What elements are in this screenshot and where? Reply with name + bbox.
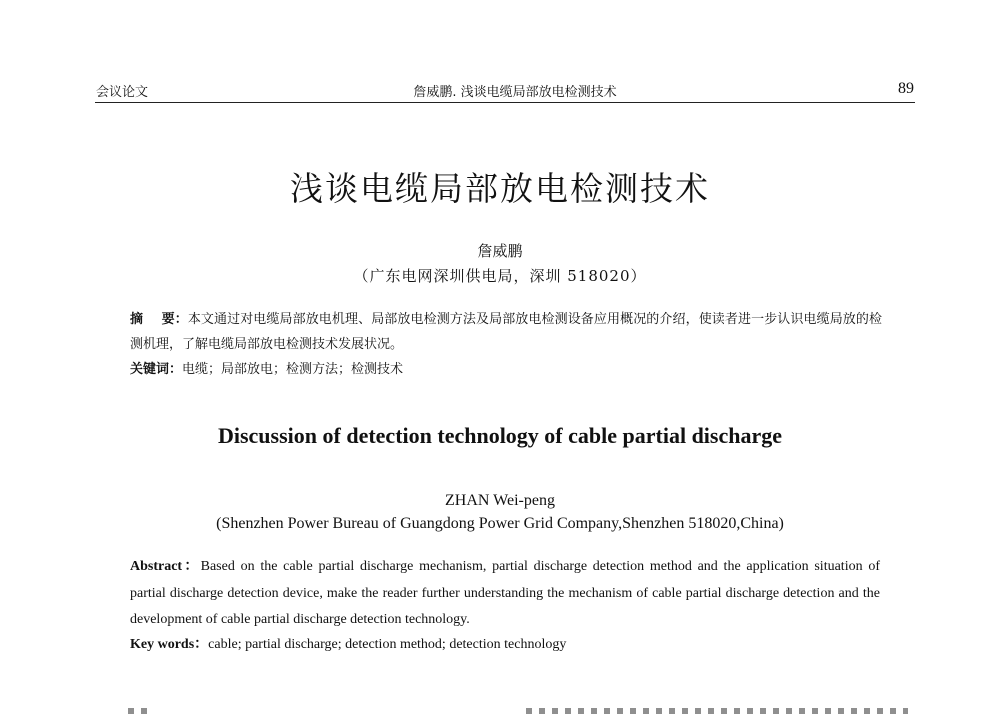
english-keywords [130,632,880,658]
english-keywords-label: Key words： [130,637,209,652]
journal-section-label: 会议论文 [96,85,149,100]
chinese-keywords [130,357,882,382]
english-author: ZHAN Wei-peng [445,492,555,509]
english-keywords-text: cable; partial discharge; detection method; detection technology [208,637,567,652]
chinese-abstract [130,307,882,357]
english-title: Discussion of detection technology of cable partial discharge [217,423,783,448]
chinese-author: 詹威鹏 [477,242,523,260]
english-abstract [130,554,880,634]
page-number: 89 [898,80,914,97]
running-header [95,80,915,103]
cropped-body-text [128,708,908,714]
cropped-text-fragment [526,708,908,714]
english-abstract-label: Abstract： [130,559,201,574]
chinese-abstract-text: 本文通过对电缆局部放电机理、局部放电检测方法及局部放电检测设备应用概况的介绍，使读者进一步认识电缆局放的检测机理，了解电缆局部放电检测技术发展状况。 [130,312,882,352]
chinese-title: 浅谈电缆局部放电检测技术 [290,169,710,208]
chinese-affiliation: （广东电网深圳供电局，深圳 518020） [353,267,647,285]
english-abstract-text: Based on the cable partial discharge mechanism, partial discharge detection method and the application situation of partial discharge detection device, make the reader further understanding the mechanism of cable partial discharge detection and the development of cable partial discharge detection technology. [130,559,880,627]
chinese-keywords-text: 电缆；局部放电；检测方法；检测技术 [182,362,404,377]
english-affiliation: (Shenzhen Power Bureau of Guangdong Power Grid Company,Shenzhen 518020,China) [216,515,784,532]
chinese-keywords-label: 关键词： [130,362,183,377]
running-title: 詹威鹏. 浅谈电缆局部放电检测技术 [413,85,617,100]
cropped-text-fragment [128,708,148,714]
chinese-abstract-label: 摘 要： [130,312,188,327]
